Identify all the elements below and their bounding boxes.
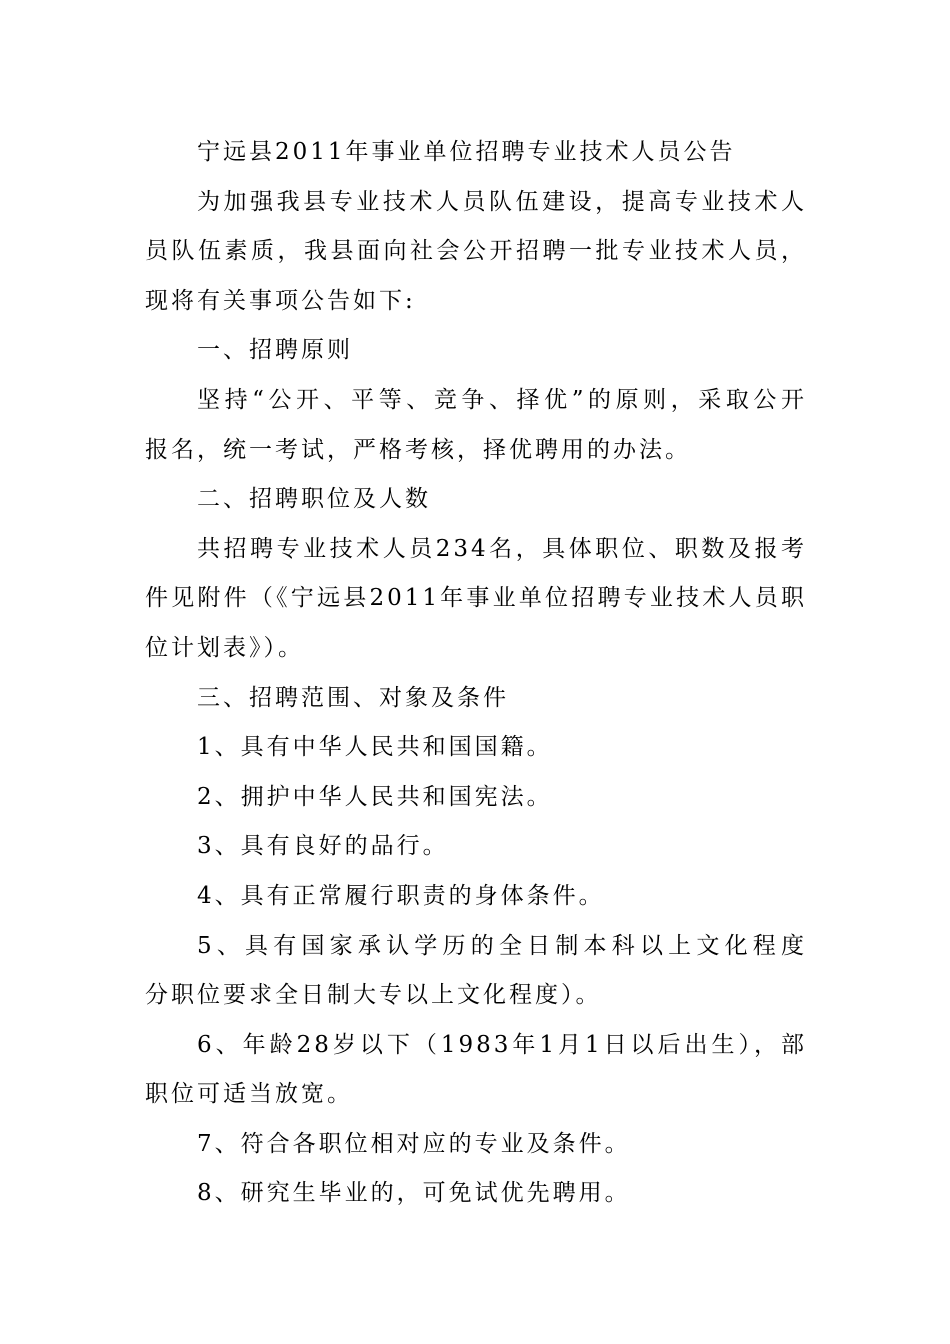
paragraph-line: 件见附件（《宁远县2011年事业单位招聘专业技术人员职: [145, 585, 807, 612]
list-item-continuation: 职位可适当放宽。: [145, 1081, 353, 1108]
document-title: 宁远县2011年事业单位招聘专业技术人员公告: [197, 139, 736, 165]
paragraph-line: 报名，统一考试，严格考核，择优聘用的办法。: [145, 436, 691, 463]
paragraph-line: 现将有关事项公告如下:: [145, 287, 416, 314]
list-item-continuation: 分职位要求全日制大专以上文化程度）。: [145, 982, 602, 1009]
list-item: 3、具有良好的品行。: [197, 833, 449, 860]
paragraph-line: 为加强我县专业技术人员队伍建设，提高专业技术人: [197, 188, 807, 215]
list-item: 1、具有中华人民共和国国籍。: [197, 734, 553, 761]
section-heading: 二、招聘职位及人数: [197, 486, 431, 513]
list-item: 2、拥护中华人民共和国宪法。: [197, 783, 553, 810]
paragraph-line: 员队伍素质，我县面向社会公开招聘一批专业技术人员，: [145, 238, 807, 265]
paragraph-line: 共招聘专业技术人员234名，具体职位、职数及报考: [197, 535, 807, 562]
list-item: 6、年龄28岁以下（1983年1月1日以后出生），部: [197, 1031, 807, 1058]
paragraph-line: 位计划表》）。: [145, 634, 304, 661]
list-item: 4、具有正常履行职责的身体条件。: [197, 882, 605, 909]
list-item: 7、符合各职位相对应的专业及条件。: [197, 1130, 631, 1157]
paragraph-line: 坚持“公开、平等、竞争、择优”的原则，采取公开: [197, 386, 807, 413]
document-page: [145, 128, 807, 1219]
list-item: 5、具有国家承认学历的全日制本科以上文化程度: [197, 932, 807, 959]
section-heading: 三、招聘范围、对象及条件: [197, 684, 509, 711]
section-heading: 一、招聘原则: [197, 337, 353, 364]
list-item: 8、研究生毕业的，可免试优先聘用。: [197, 1180, 631, 1207]
